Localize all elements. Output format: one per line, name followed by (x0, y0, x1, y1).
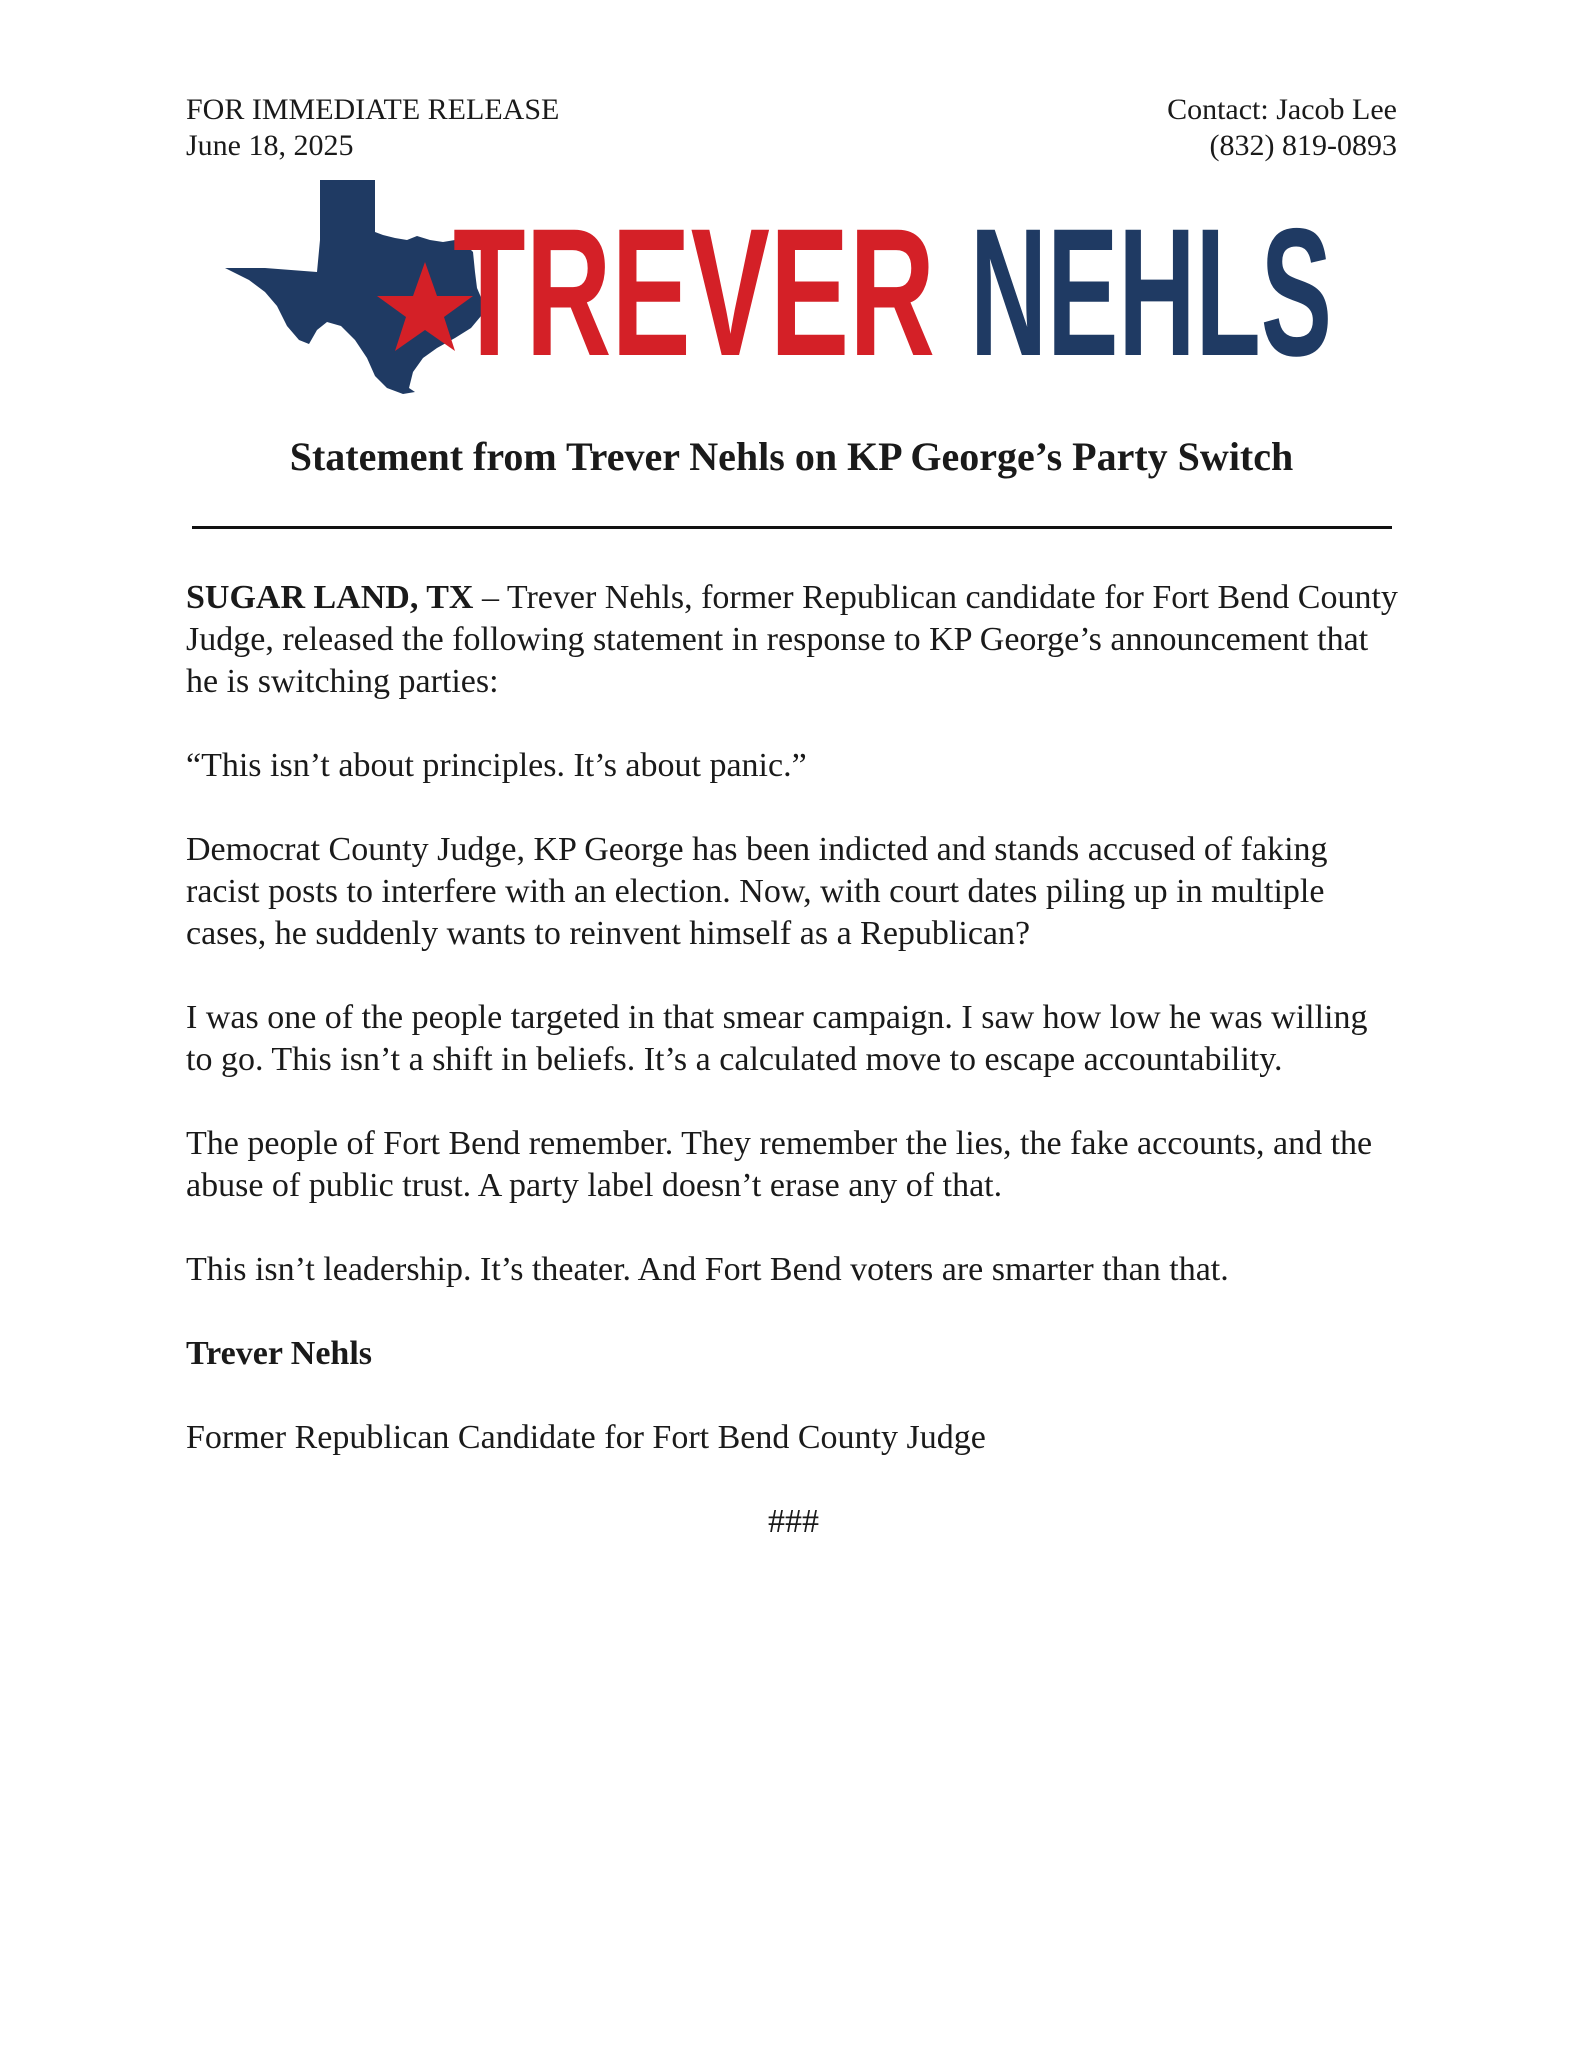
paragraph-closing: This isn’t leadership. It’s theater. And Fort Bend voters are smarter than that. (186, 1251, 1229, 1288)
paragraph-indictment: Democrat County Judge, KP George has been indicted and stands accused of faking racist posts to interfere with an election. Now, with court dates piling up in multiple cases, he suddenly wants to reinvent himself as a Republican? (186, 831, 1328, 952)
signature-title: Former Republican Candidate for Fort Bend County Judge (186, 1419, 986, 1456)
dateline: SUGAR LAND, TX (186, 579, 474, 616)
statement-body (186, 577, 1401, 1585)
paragraph-smear-campaign: I was one of the people targeted in that smear campaign. I saw how low he was willing to go. This isn’t a shift in beliefs. It’s a calculated move to escape accountability. (186, 999, 1368, 1078)
contact-phone: (832) 819-0893 (1209, 129, 1397, 162)
intro-text: – Trever Nehls, former Republican candidate for Fort Bend County Judge, released the following statement in response to KP George’s announcement that he is switching parties: (186, 579, 1398, 700)
signature-name: Trever Nehls (186, 1335, 373, 1372)
texas-icon (225, 180, 483, 394)
contact-name: Contact: Jacob Lee (1167, 93, 1397, 126)
end-mark: ### (768, 1503, 819, 1540)
release-date: June 18, 2025 (186, 129, 354, 162)
title-divider (192, 526, 1392, 529)
intro-paragraph (186, 577, 1401, 703)
paragraph-remember: The people of Fort Bend remember. They remember the lies, the fake accounts, and the abuse of public trust. A party label doesn’t erase any of that. (186, 1125, 1373, 1204)
logo-word-nehls: NEHLS (970, 190, 1332, 394)
contact-header (1167, 92, 1397, 164)
logo-word-trever: TREVER (453, 190, 935, 394)
page-title: Statement from Trever Nehls on KP George’s Party Switch (289, 434, 1294, 479)
campaign-logo (225, 180, 1355, 395)
release-header (186, 92, 559, 164)
quote-paragraph: “This isn’t about principles. It’s about panic.” (186, 747, 807, 784)
release-label: FOR IMMEDIATE RELEASE (186, 93, 560, 126)
